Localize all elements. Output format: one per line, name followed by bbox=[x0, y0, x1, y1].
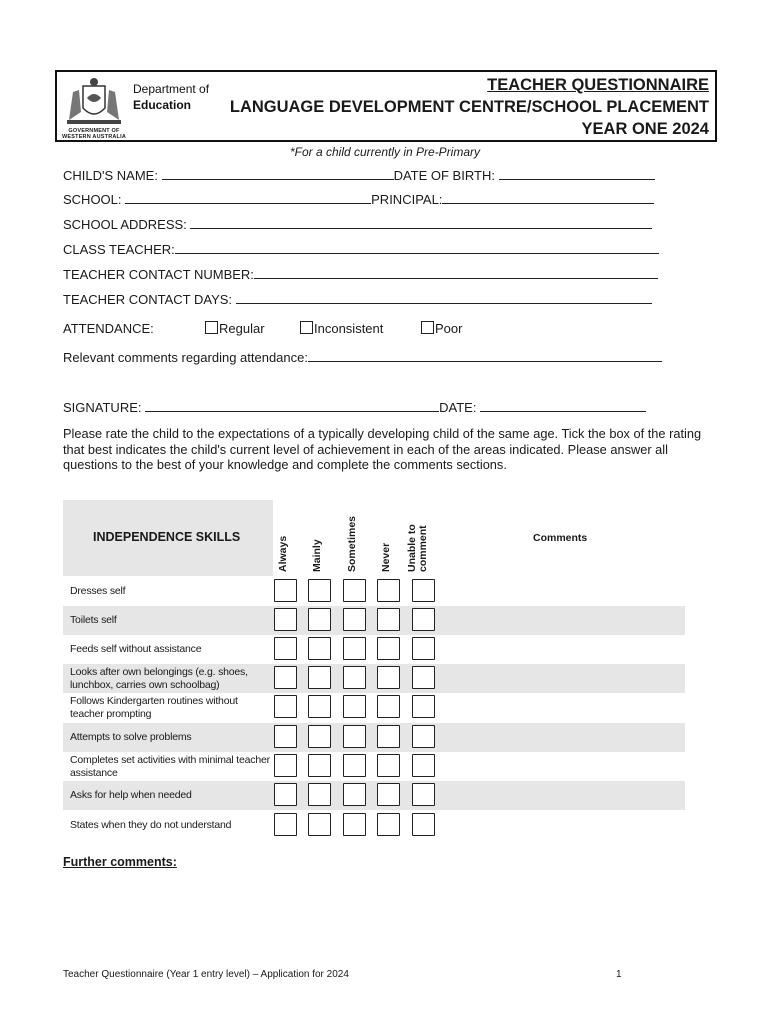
column-unable-to-comment bbox=[406, 500, 446, 576]
rating-checkbox[interactable] bbox=[274, 754, 297, 777]
child-name-row bbox=[63, 168, 655, 183]
table-row bbox=[63, 811, 685, 840]
page-year: YEAR ONE 2024 bbox=[581, 120, 709, 138]
table-row bbox=[63, 693, 685, 722]
rating-checkbox[interactable] bbox=[274, 725, 297, 748]
rating-checkbox[interactable] bbox=[377, 783, 400, 806]
pre-primary-note: *For a child currently in Pre-Primary bbox=[289, 145, 481, 159]
skill-label: Looks after own belongings (e.g. shoes, lunchbox, carries own schoolbag) bbox=[70, 665, 248, 691]
principal-input[interactable] bbox=[442, 192, 654, 204]
regular-label: Regular bbox=[219, 321, 265, 336]
rating-checkbox[interactable] bbox=[308, 666, 331, 689]
child-name-label: CHILD'S NAME: bbox=[63, 168, 158, 183]
teacher-contact-days-row bbox=[63, 292, 652, 307]
relevant-comments-input[interactable] bbox=[308, 350, 662, 362]
child-name-input[interactable] bbox=[162, 168, 394, 180]
rating-checkbox[interactable] bbox=[274, 608, 297, 631]
date-input[interactable] bbox=[480, 400, 646, 412]
table-row bbox=[63, 781, 685, 810]
independence-skills-header bbox=[63, 500, 273, 576]
rating-checkbox[interactable] bbox=[343, 666, 366, 689]
table-row bbox=[63, 635, 685, 664]
school-label: SCHOOL: bbox=[63, 192, 122, 207]
principal-label: PRINCIPAL: bbox=[371, 192, 443, 207]
rating-checkbox[interactable] bbox=[412, 666, 435, 689]
inconsistent-label: Inconsistent bbox=[314, 321, 384, 336]
rating-checkbox[interactable] bbox=[343, 725, 366, 748]
column-unable-label: Unable to comment bbox=[406, 524, 429, 572]
footer-text: Teacher Questionnaire (Year 1 entry level) – Application for 2024 bbox=[63, 969, 349, 980]
table-row bbox=[63, 723, 685, 752]
rating-checkbox[interactable] bbox=[308, 695, 331, 718]
column-always bbox=[274, 500, 304, 576]
teacher-contact-number-row bbox=[63, 267, 658, 282]
column-never bbox=[377, 500, 407, 576]
skill-label: Asks for help when needed bbox=[70, 789, 192, 801]
rating-checkbox[interactable] bbox=[412, 754, 435, 777]
department-name-line1: Department of bbox=[133, 82, 210, 96]
rating-checkbox[interactable] bbox=[274, 783, 297, 806]
column-sometimes-label: Sometimes bbox=[346, 515, 358, 572]
signature-row bbox=[63, 400, 646, 415]
attendance-inconsistent-option[interactable] bbox=[300, 321, 383, 336]
column-mainly-label: Mainly bbox=[311, 539, 323, 572]
rating-checkbox[interactable] bbox=[412, 813, 435, 836]
rating-checkbox[interactable] bbox=[343, 637, 366, 660]
inconsistent-checkbox[interactable] bbox=[300, 321, 313, 334]
rating-checkbox[interactable] bbox=[308, 725, 331, 748]
rating-checkbox[interactable] bbox=[377, 725, 400, 748]
rating-checkbox[interactable] bbox=[343, 608, 366, 631]
school-row bbox=[63, 192, 654, 207]
rating-checkbox[interactable] bbox=[308, 579, 331, 602]
coat-of-arms-icon bbox=[63, 76, 125, 128]
column-mainly bbox=[308, 500, 338, 576]
rating-checkbox[interactable] bbox=[308, 783, 331, 806]
rating-checkbox[interactable] bbox=[412, 608, 435, 631]
attendance-label-text: ATTENDANCE: bbox=[63, 321, 154, 336]
relevant-comments-row bbox=[63, 350, 662, 365]
further-comments-heading: Further comments: bbox=[63, 855, 177, 869]
rating-checkbox[interactable] bbox=[308, 754, 331, 777]
rating-checkbox[interactable] bbox=[308, 637, 331, 660]
rating-checkbox[interactable] bbox=[274, 666, 297, 689]
rating-checkbox[interactable] bbox=[274, 695, 297, 718]
skill-label: Dresses self bbox=[70, 585, 126, 597]
class-teacher-label: CLASS TEACHER: bbox=[63, 242, 175, 257]
column-never-label: Never bbox=[380, 542, 392, 572]
school-address-label: SCHOOL ADDRESS: bbox=[63, 217, 187, 232]
rating-instructions: Please rate the child to the expectations of a typically developing child of the same age. Tick the box of the rating that best indicates the child's current level of achievement in each of the areas indicated. Please answer all questions to the best of your knowledge and complete the comments sections. bbox=[63, 426, 702, 472]
regular-checkbox[interactable] bbox=[205, 321, 218, 334]
department-logo bbox=[61, 76, 211, 140]
rating-checkbox[interactable] bbox=[377, 608, 400, 631]
class-teacher-row bbox=[63, 242, 659, 257]
rating-checkbox[interactable] bbox=[377, 579, 400, 602]
teacher-contact-number-label: TEACHER CONTACT NUMBER: bbox=[63, 267, 254, 282]
rating-checkbox[interactable] bbox=[343, 783, 366, 806]
rating-checkbox[interactable] bbox=[308, 608, 331, 631]
skill-label: Completes set activities with minimal teacher assistance bbox=[70, 753, 270, 779]
poor-checkbox[interactable] bbox=[421, 321, 434, 334]
rating-checkbox[interactable] bbox=[412, 637, 435, 660]
rating-checkbox[interactable] bbox=[343, 695, 366, 718]
dob-label: DATE OF BIRTH: bbox=[393, 168, 495, 183]
gov-line2: WESTERN AUSTRALIA bbox=[62, 134, 126, 140]
rating-checkbox[interactable] bbox=[412, 783, 435, 806]
rating-checkbox[interactable] bbox=[377, 754, 400, 777]
attendance-regular-option[interactable] bbox=[205, 321, 265, 336]
skill-label: Toilets self bbox=[70, 614, 117, 626]
class-teacher-input[interactable] bbox=[175, 242, 659, 254]
rating-checkbox[interactable] bbox=[274, 579, 297, 602]
dob-input[interactable] bbox=[499, 168, 655, 180]
rating-checkbox[interactable] bbox=[343, 579, 366, 602]
school-address-row bbox=[63, 217, 652, 232]
school-address-input[interactable] bbox=[190, 217, 652, 229]
teacher-contact-days-input[interactable] bbox=[236, 292, 652, 304]
skill-label: Attempts to solve problems bbox=[70, 731, 192, 743]
page-title: TEACHER QUESTIONNAIRE bbox=[487, 76, 709, 94]
poor-label: Poor bbox=[435, 321, 463, 336]
title-block bbox=[230, 74, 709, 140]
skill-label: States when they do not understand bbox=[70, 819, 232, 831]
column-sometimes bbox=[343, 500, 373, 576]
page-subtitle: LANGUAGE DEVELOPMENT CENTRE/SCHOOL PLACEMENT bbox=[229, 98, 709, 116]
table-row bbox=[63, 577, 685, 606]
date-label: DATE: bbox=[439, 400, 477, 415]
rating-checkbox[interactable] bbox=[274, 637, 297, 660]
gov-line1: GOVERNMENT OF bbox=[68, 128, 120, 134]
teacher-contact-days-label: TEACHER CONTACT DAYS: bbox=[63, 292, 233, 307]
attendance-poor-option[interactable] bbox=[421, 321, 462, 336]
column-always-label: Always bbox=[277, 535, 289, 572]
rating-checkbox[interactable] bbox=[308, 813, 331, 836]
rating-checkbox[interactable] bbox=[377, 695, 400, 718]
rating-checkbox[interactable] bbox=[343, 813, 366, 836]
signature-input[interactable] bbox=[145, 400, 439, 412]
independence-skills-title: INDEPENDENCE SKILLS bbox=[93, 530, 241, 544]
rating-checkbox[interactable] bbox=[274, 813, 297, 836]
attendance-row bbox=[63, 321, 663, 339]
table-row bbox=[63, 664, 685, 693]
page-number: 1 bbox=[616, 969, 622, 980]
table-row bbox=[63, 606, 685, 635]
header-box bbox=[55, 70, 717, 142]
table-row bbox=[63, 752, 685, 781]
rating-checkbox[interactable] bbox=[412, 725, 435, 748]
relevant-comments-label: Relevant comments regarding attendance: bbox=[63, 350, 308, 365]
comments-column-header: Comments bbox=[533, 532, 588, 544]
rating-checkbox[interactable] bbox=[377, 813, 400, 836]
signature-label: SIGNATURE: bbox=[63, 400, 142, 415]
rating-checkbox[interactable] bbox=[412, 695, 435, 718]
teacher-contact-number-input[interactable] bbox=[254, 267, 658, 279]
rating-checkbox[interactable] bbox=[377, 666, 400, 689]
rating-checkbox[interactable] bbox=[343, 754, 366, 777]
skill-label: Feeds self without assistance bbox=[70, 643, 202, 655]
rating-checkbox[interactable] bbox=[412, 579, 435, 602]
department-name-line2: Education bbox=[133, 98, 192, 112]
school-input[interactable] bbox=[125, 192, 371, 204]
skill-label: Follows Kindergarten routines without teacher prompting bbox=[70, 694, 238, 720]
rating-checkbox[interactable] bbox=[377, 637, 400, 660]
government-label bbox=[61, 128, 127, 140]
